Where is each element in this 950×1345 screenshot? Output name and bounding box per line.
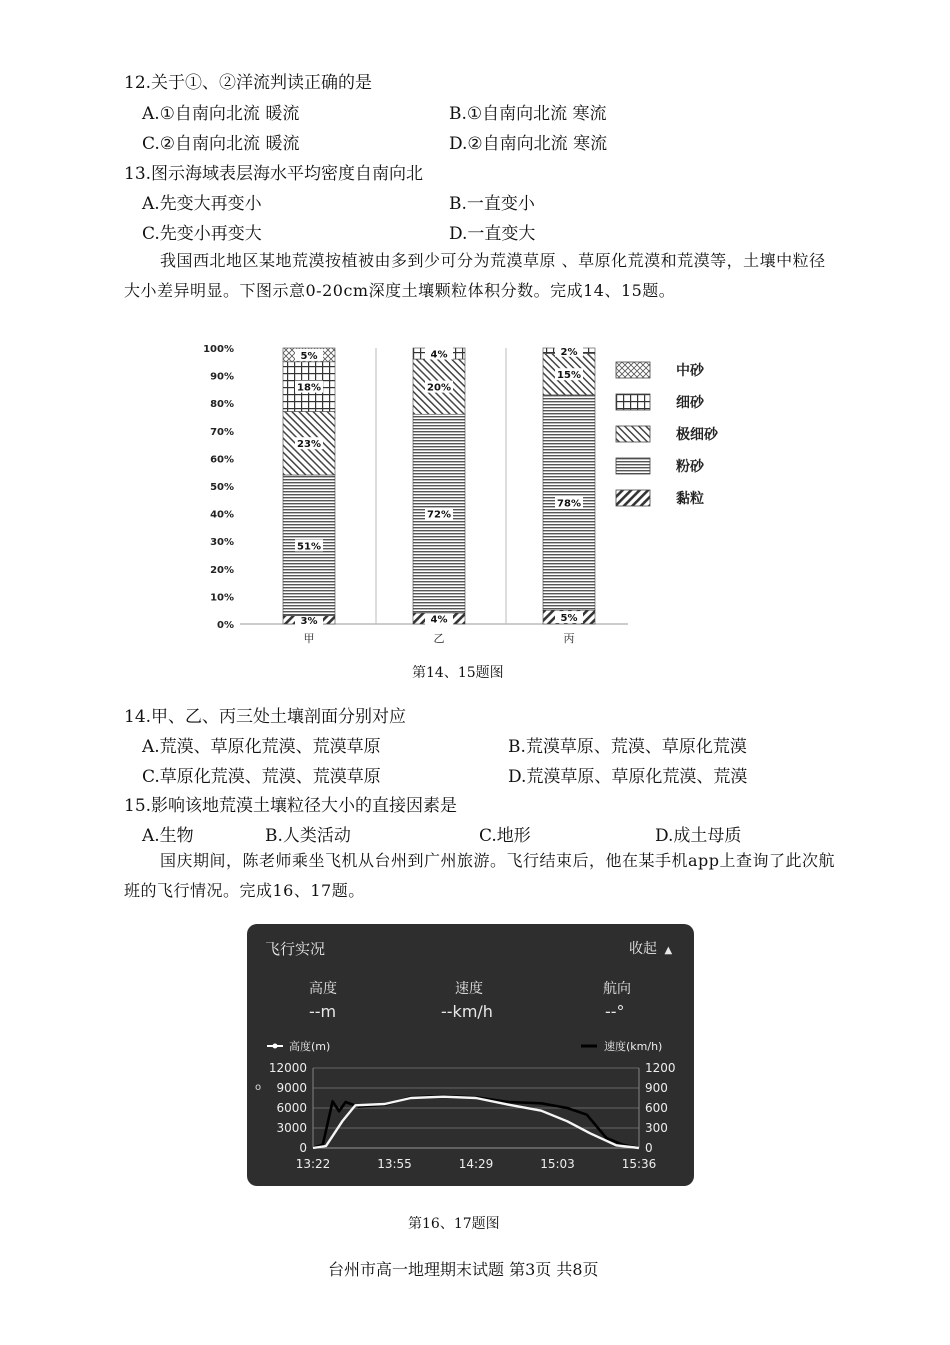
intro-16-17: 国庆期间，陈老师乘坐飞机从台州到广州旅游。飞行结束后，他在某手机app上查询了此次航班的飞行情况。完成16、17题。 bbox=[124, 851, 836, 900]
right-tick-label: 600 bbox=[645, 1101, 668, 1115]
x-tick-label: 14:29 bbox=[458, 1157, 494, 1171]
figure-caption-16-17: 第16、17题图 bbox=[408, 1216, 500, 1232]
q15-option-b: B.人类活动 bbox=[265, 826, 351, 846]
legend-altitude-label: 高度(m) bbox=[289, 1040, 331, 1053]
stat-altitude-label: 高度 bbox=[309, 981, 337, 997]
flight-status-panel bbox=[247, 924, 694, 1186]
x-tick-label: 乙 bbox=[433, 632, 445, 645]
legend-label: 中砂 bbox=[676, 363, 704, 379]
x-tick-label: 13:55 bbox=[377, 1157, 412, 1171]
q13-option-c: C.先变小再变大 bbox=[142, 224, 262, 244]
q15-option-a: A.生物 bbox=[142, 826, 194, 846]
legend-label: 细砂 bbox=[676, 395, 704, 411]
legend-swatch bbox=[616, 458, 650, 474]
y-tick-label: 90% bbox=[210, 371, 234, 383]
q13-option-d: D.一直变大 bbox=[449, 224, 536, 244]
data-label: 5% bbox=[560, 613, 578, 625]
x-tick-label: 甲 bbox=[303, 632, 315, 645]
y-tick-label: 0% bbox=[217, 620, 234, 631]
x-tick-label: 13:22 bbox=[295, 1157, 331, 1171]
q14-stem: 14.甲、乙、丙三处土壤剖面分别对应 bbox=[124, 707, 407, 727]
flight-chart bbox=[247, 1032, 694, 1186]
q13-option-b: B.一直变小 bbox=[449, 194, 535, 214]
collapse-button[interactable] bbox=[629, 938, 672, 958]
stat-speed-label: 速度 bbox=[455, 981, 483, 997]
right-tick-label: 900 bbox=[645, 1081, 668, 1095]
data-label: 72% bbox=[427, 509, 451, 521]
y-tick-label: 10% bbox=[210, 592, 234, 604]
data-label: 15% bbox=[557, 370, 581, 382]
q12-option-c: C.②自南向北流 暖流 bbox=[142, 134, 300, 154]
y-tick-label: 20% bbox=[210, 564, 234, 576]
y-tick-label: 50% bbox=[210, 482, 234, 493]
left-tick-label: 3000 bbox=[276, 1121, 307, 1135]
data-label: 20% bbox=[427, 382, 451, 394]
y-tick-label: 60% bbox=[210, 454, 234, 466]
y-tick-label: 30% bbox=[210, 537, 234, 549]
q13-option-a: A.先变大再变小 bbox=[142, 194, 262, 214]
right-tick-label: 1200 bbox=[645, 1061, 676, 1075]
q12-stem: 12.关于①、②洋流判读正确的是 bbox=[124, 73, 373, 93]
legend-swatch bbox=[616, 426, 650, 442]
data-label: 78% bbox=[557, 498, 581, 510]
soil-particle-chart bbox=[196, 338, 736, 650]
stat-altitude-value: --m bbox=[309, 1002, 337, 1021]
data-label: 4% bbox=[430, 349, 448, 361]
q12-option-b: B.①自南向北流 寒流 bbox=[449, 104, 607, 124]
left-tick-label: 0 bbox=[299, 1141, 307, 1155]
legend-swatch bbox=[616, 490, 650, 506]
legend-label: 极细砂 bbox=[676, 427, 718, 443]
y-tick-label: 80% bbox=[210, 399, 234, 411]
data-label: 2% bbox=[560, 346, 578, 358]
x-tick-label: 15:03 bbox=[540, 1157, 575, 1171]
q12-option-a: A.①自南向北流 暖流 bbox=[142, 104, 300, 124]
stat-heading-value: --° bbox=[605, 1002, 625, 1021]
legend-altitude-marker bbox=[273, 1044, 278, 1049]
q15-stem: 15.影响该地荒漠土壤粒径大小的直接因素是 bbox=[124, 796, 458, 816]
q12-option-d: D.②自南向北流 寒流 bbox=[449, 134, 608, 154]
q14-option-d: D.荒漠草原、草原化荒漠、荒漠 bbox=[508, 767, 748, 787]
data-label: 23% bbox=[297, 439, 321, 451]
data-label: 5% bbox=[300, 350, 318, 362]
q15-option-c: C.地形 bbox=[479, 826, 531, 846]
legend-label: 黏粒 bbox=[676, 491, 704, 507]
q14-option-a: A.荒漠、草原化荒漠、荒漠草原 bbox=[142, 737, 381, 757]
x-tick-label: 15:36 bbox=[621, 1157, 657, 1171]
flight-panel-title: 飞行实况 bbox=[265, 940, 326, 958]
y-tick-label: 40% bbox=[210, 509, 234, 521]
q14-option-c: C.草原化荒漠、荒漠、荒漠草原 bbox=[142, 767, 381, 787]
left-tick-label: 12000 bbox=[268, 1061, 307, 1075]
data-label: 4% bbox=[430, 614, 448, 626]
data-label: 51% bbox=[297, 541, 321, 553]
data-label: 3% bbox=[300, 615, 318, 627]
y-tick-label: 100% bbox=[203, 344, 234, 355]
page-footer: 台州市高一地理期末试题 第3页 共8页 bbox=[328, 1260, 599, 1279]
altitude-line bbox=[313, 1097, 639, 1148]
stat-heading-label: 航向 bbox=[603, 981, 631, 997]
intro-14-15: 我国西北地区某地荒漠按植被由多到少可分为荒漠草原 、草原化荒漠和荒漠等，土壤中粒径大小差异明显。下图示意0-20cm深度土壤颗粒体积分数。完成14、15题。 bbox=[124, 251, 826, 300]
q15-option-d: D.成土母质 bbox=[655, 826, 742, 846]
q13-stem: 13.图示海域表层海水平均密度自南向北 bbox=[124, 164, 424, 184]
stat-speed-value: --km/h bbox=[441, 1002, 493, 1021]
x-tick-label: 丙 bbox=[563, 632, 575, 645]
legend-swatch bbox=[616, 362, 650, 378]
data-label: 18% bbox=[297, 382, 321, 394]
side-mark: o bbox=[255, 1082, 262, 1093]
legend-label: 粉砂 bbox=[676, 459, 704, 475]
right-tick-label: 0 bbox=[645, 1141, 653, 1155]
legend-swatch bbox=[616, 394, 650, 410]
caret-up-icon: ▲ bbox=[664, 945, 673, 956]
right-tick-label: 300 bbox=[645, 1121, 668, 1135]
left-tick-label: 9000 bbox=[276, 1081, 307, 1095]
q14-option-b: B.荒漠草原、荒漠、草原化荒漠 bbox=[508, 737, 747, 757]
collapse-label: 收起 bbox=[629, 941, 657, 957]
legend-speed-label: 速度(km/h) bbox=[604, 1040, 663, 1053]
figure-caption-14-15: 第14、15题图 bbox=[412, 665, 504, 681]
left-tick-label: 6000 bbox=[276, 1101, 307, 1115]
speed-line bbox=[313, 1096, 639, 1148]
y-tick-label: 70% bbox=[210, 426, 234, 438]
